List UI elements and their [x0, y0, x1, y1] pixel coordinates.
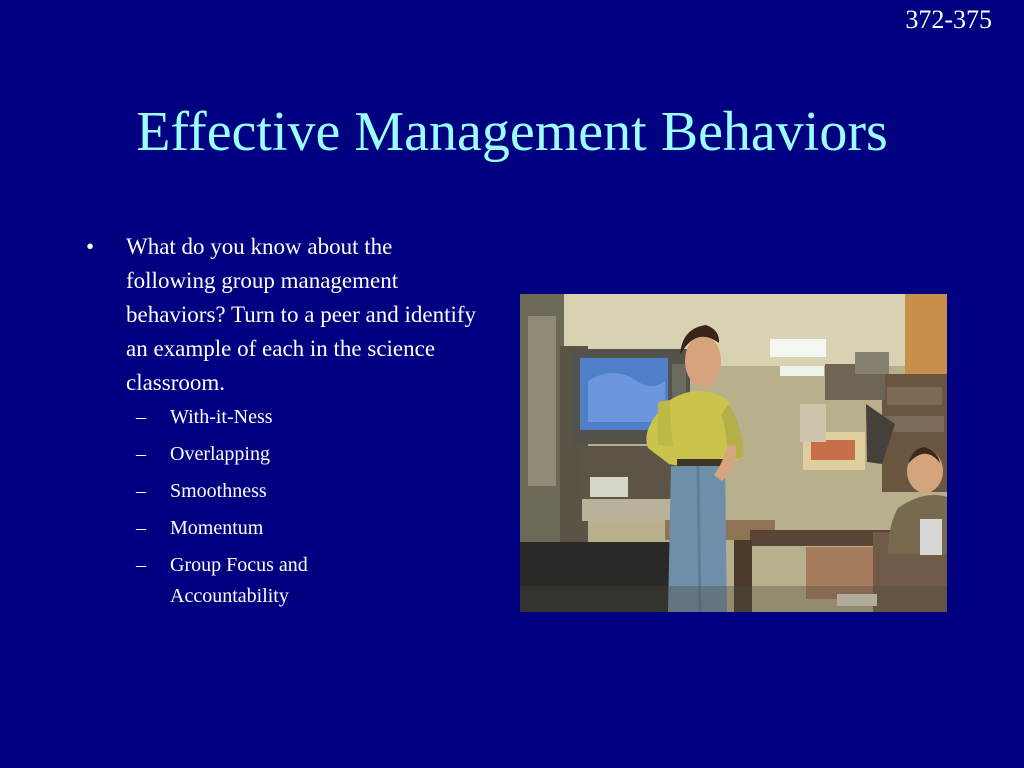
sub-bullet-marker: – [136, 517, 146, 539]
classroom-photo [520, 294, 947, 612]
sub-bullet-item [136, 476, 486, 507]
classroom-photo-illustration [520, 294, 947, 612]
sub-bullet-item [136, 550, 486, 612]
bullet-text: What do you know about the following group management behaviors? Turn to a peer and identify an example of each in the science classroom. [126, 234, 477, 395]
sub-bullet-item [136, 402, 486, 433]
sub-bullet-text: Smoothness [170, 480, 267, 502]
bullet-item [86, 230, 486, 400]
sub-bullet-marker: – [136, 554, 146, 576]
sub-bullet-marker: – [136, 406, 146, 428]
sub-bullet-text: Overlapping [170, 443, 270, 465]
sub-bullet-item [136, 513, 486, 544]
page-reference: 372-375 [905, 5, 992, 34]
sub-bullet-marker: – [136, 480, 146, 502]
sub-bullet-item [136, 439, 486, 470]
slide-title: Effective Management Behaviors [136, 101, 888, 163]
sub-bullet-text: Momentum [170, 517, 264, 539]
sub-bullet-marker: – [136, 443, 146, 465]
sub-bullet-text: Group Focus and Accountability [170, 554, 308, 607]
sub-bullet-list [136, 402, 486, 612]
sub-bullet-text: With-it-Ness [170, 406, 273, 428]
slide-content [86, 230, 486, 618]
bullet-marker: • [86, 234, 95, 259]
